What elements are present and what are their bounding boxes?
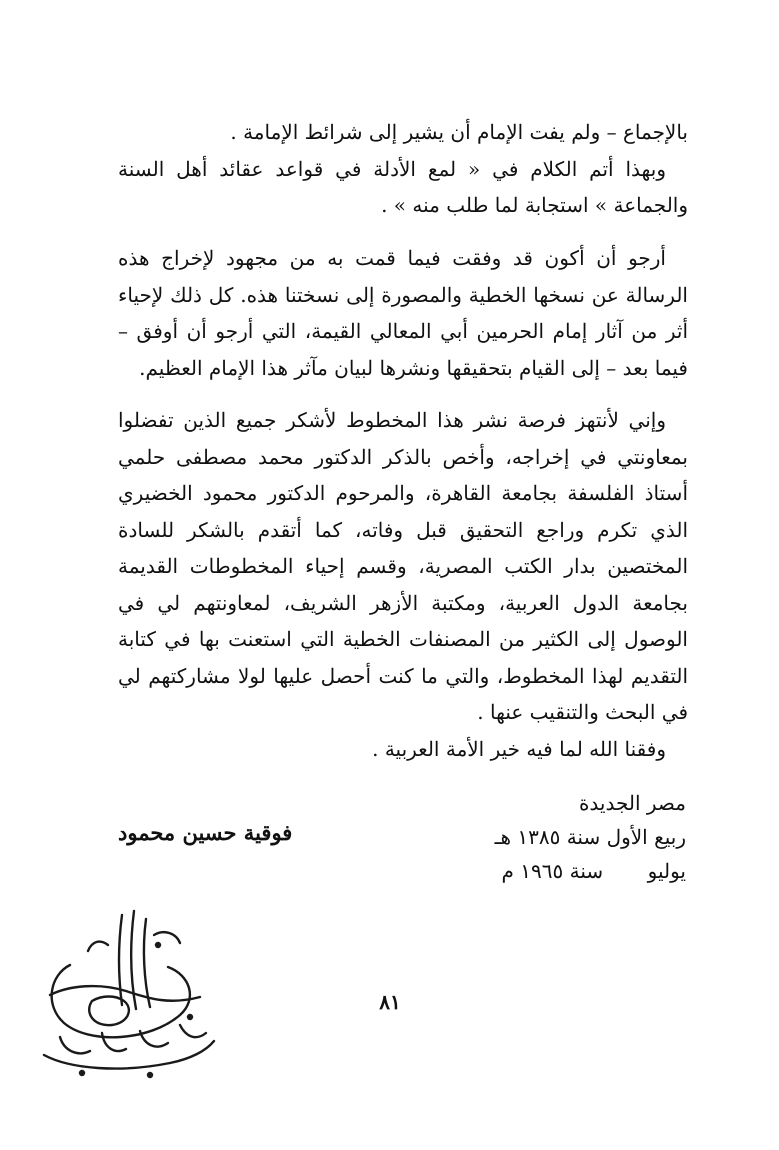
- place-date-block: [440, 786, 686, 888]
- paragraph-thanks: وإني لأنتهز فرصة نشر هذا المخطوط لأشكر جميع الذين تفضلوا بمعاونتي في إخراجه، وأخص بالذكر الدكتور محمد مصطفى حلمي أستاذ الفلسفة بجامعة القاهرة، والمرحوم الدكتور محمود الخضيري الذي تكرم وراجع التحقيق قبل وفاته، كما أتقدم بالشكر للسادة المختصين بدار الكتب المصرية، وقسم إحياء المخطوطات القديمة بجامعة الدول العربية، ومكتبة الأزهر الشريف، لمعاونتهم لي في الوصول إلى الكثير من المصنفات الخطية التي استعنت بها في كتابة التقديم لهذا المخطوط، والتي ما كنت أحصل عليها لولا مشاركتهم لي في البحث والتنقيب عنها .: [118, 408, 688, 724]
- paragraph-ijma: بالإجماع – ولم يفت الإمام أن يشير إلى شرائط الإمامة .: [230, 120, 688, 144]
- text-block-intro: [118, 114, 688, 224]
- page-number: ٨١: [379, 990, 401, 1014]
- author-name: فوقية حسين محمود: [118, 820, 293, 845]
- text-block-thanks: [118, 402, 688, 767]
- paragraph-hope: أرجو أن أكون قد وفقت فيما قمت به من مجهود لإخراج هذه الرسالة عن نسخها الخطية والمصورة إلى نسختنا هذه. كل ذلك لإحياء أثر من آثار إمام الحرمين أبي المعالي القيمة، التي أرجو أن أوفق – فيما بعد – إلى القيام بتحقيقها ونشرها لبيان مآثر هذا الإمام العظيم.: [118, 246, 688, 380]
- gregorian-date: يوليو سنة ١٩٦٥ م: [501, 859, 686, 883]
- place-name: مصر الجديدة: [578, 791, 686, 815]
- hijri-date: ربيع الأول سنة ١٣٨٥ هـ: [494, 825, 686, 849]
- text-block-hope: [118, 240, 688, 386]
- paragraph-prayer: وفقنا الله لما فيه خير الأمة العربية .: [372, 736, 666, 761]
- paragraph-conclusion: وبهذا أتم الكلام في « لمع الأدلة في قواعد عقائد أهل السنة والجماعة » استجابة لما طلب منه » .: [118, 156, 688, 217]
- calligraphic-seal-icon: [30, 905, 220, 1085]
